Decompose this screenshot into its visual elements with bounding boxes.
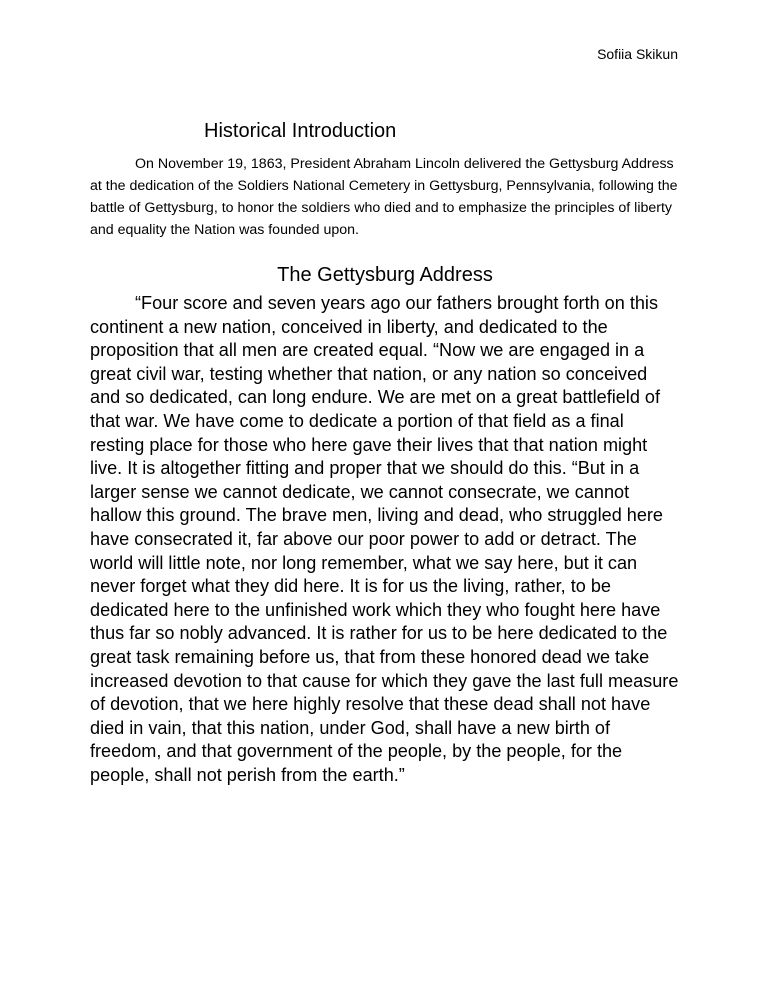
gettysburg-address-heading: The Gettysburg Address <box>277 264 493 286</box>
historical-introduction-paragraph: On November 19, 1863, President Abraham Lincoln delivered the Gettysburg Address at the dedication of the Soldiers National Cemetery in Gettysburg, Pennsylvania, following the battle of Gettysburg, to honor the soldiers who died and to emphasize the principles of liberty and equality the Nation was founded upon. <box>90 156 678 238</box>
document-body <box>90 118 680 787</box>
gettysburg-address-paragraph: “Four score and seven years ago our fathers brought forth on this continent a new nation, conceived in liberty, and dedicated to the proposition that all men are created equal. “Now we are engaged in a great civil war, testing whether that nation, or any nation so conceived and so dedicated, can long endure. We are met on a great battlefield of that war. We have come to dedicate a portion of that field as a final resting place for those who here gave their lives that that nation might live. It is altogether fitting and proper that we should do this. “But in a larger sense we cannot dedicate, we cannot consecrate, we cannot hallow this ground. The brave men, living and dead, who struggled here have consecrated it, far above our poor power to add or detract. The world will little note, nor long remember, what we say here, but it can never forget what they did here. It is for us the living, rather, to be dedicated here to the unfinished work which they who fought here have thus far so nobly advanced. It is rather for us to be here dedicated to the great task remaining before us, that from these honored dead we take increased devotion to that cause for which they gave the last full measure of devotion, that we here highly resolve that these dead shall not have died in vain, that this nation, under God, shall have a new birth of freedom, and that government of the people, by the people, for the people, shall not perish from the earth.” <box>90 293 679 785</box>
historical-introduction-heading: Historical Introduction <box>204 120 397 142</box>
author-name: Sofiia Skikun <box>597 46 678 62</box>
